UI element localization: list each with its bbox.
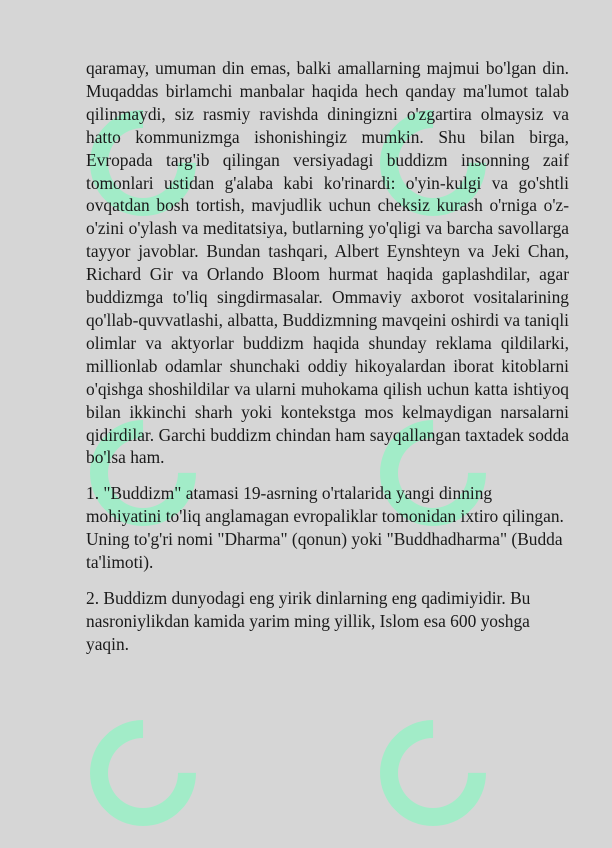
list-item: 1. "Buddizm" atamasi 19-asrning o'rtalarida yangi dinning mohiyatini to'liq anglamagan evropaliklar tomonidan ixtiro qilingan. Uning to'g'ri nomi "Dharma" (qonun) yoki "Buddhadharma" (Budda ta'limoti). — [86, 483, 564, 573]
watermark-logo-icon — [68, 698, 218, 848]
list-item: 2. Buddizm dunyodagi eng yirik dinlarning eng qadimiyidir. Bu nasroniylikdan kamida yarim ming yillik, Islom esa 600 yoshga yaqin. — [86, 587, 531, 654]
body-paragraph: qaramay, umuman din emas, balki amallarning majmui bo'lgan din. Muqaddas birlamchi manbalar haqida hech qanday ma'lumot talab qilinmaydi, siz rasmiy ravishda diningizni o'zgartira olmaysiz va hatto kommunizmga ishonishingiz mumkin. Shu bilan birga, Evropada targ'ib qilingan versiyadagi buddizm insonning zaif tomonlari ustidan g'alaba kabi ko'rinardi: o'yin-kulgi va go'shtli ovqatdan bosh tortish, mavjudlik uchun cheksiz kurash o'rniga o'z-o'zini o'ylash va meditatsiya, butlarning yo'qligi va barcha savollarga tayyor javoblar. Bundan tashqari, Albert Eynshteyn va Jeki Chan, Richard Gir va Orlando Bloom hurmat haqida gaplashdilar, agar buddizmga to'liq singdirmasalar. Ommaviy axborot vositalarining qo'llab-quvvatlashi, albatta, Buddizmning mavqeini oshirdi va taniqli olimlar va aktyorlar buddizm haqida shunday reklama qildilarki, millionlab odamlar shunchaki oddiy hikoyalardan iborat kitoblarni o'qishga shoshildilar va ularni muhokama qilish uchun katta ishtiyoq bilan ikkinchi sharh yoki kontekstga mos kelmaydigan narsalarni qidirdilar. Garchi buddizm chindan ham sayqallangan taxtadek sodda bo'lsa ham. — [86, 58, 569, 468]
watermark-logo-icon — [358, 698, 508, 848]
document-body — [86, 57, 569, 656]
